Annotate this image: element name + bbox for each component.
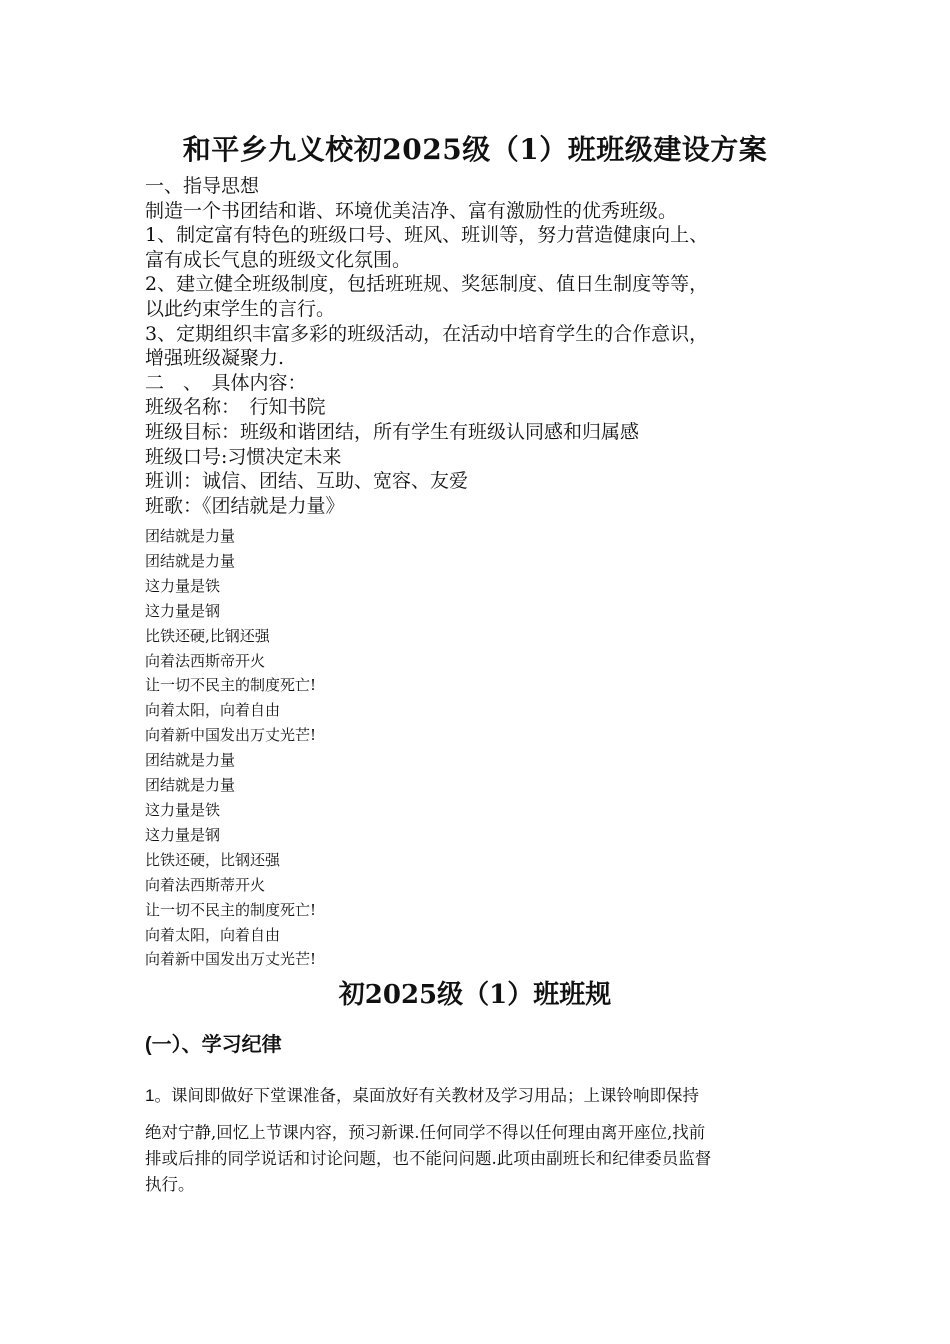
body-line: 一、指导思想 (145, 175, 260, 197)
body-line: 1、制定富有特色的班级口号、班风、班训等，努力营造健康向上、 (145, 224, 709, 247)
body-line: 增强班级凝聚力. (145, 347, 285, 370)
song-line: 向着新中国发出万丈光芒! (145, 726, 317, 745)
body-line: 3、定期组织丰富多彩的班级活动，在活动中培育学生的合作意识， (145, 322, 709, 345)
body-line: 以此约束学生的言行。 (145, 297, 336, 320)
song-line: 这力量是钢 (145, 601, 221, 620)
section-heading: (一）、学习纪律 (145, 1034, 282, 1056)
song-line: 让一切不民主的制度死亡! (145, 676, 317, 695)
class-song-lyrics (145, 524, 645, 972)
body-line: 班级名称： 行知书院 (145, 396, 326, 419)
song-line: 向着法西斯帝开火 (145, 651, 266, 670)
song-line: 向着太阳，向着自由 (145, 701, 281, 720)
song-line: 团结就是力量 (145, 751, 236, 770)
song-line: 这力量是铁 (145, 576, 221, 595)
song-line: 让一切不民主的制度死亡! (145, 900, 317, 919)
body-line: 2、建立健全班级制度，包括班班规、奖惩制度、值日生制度等等， (145, 273, 709, 296)
body-line: 二 、 具体内容： (145, 371, 307, 394)
rule-line: 绝对宁静,回忆上节课内容，预习新课.任何同学不得以任何理由离开座位,找前 (145, 1123, 706, 1142)
song-line: 向着太阳，向着自由 (145, 925, 281, 944)
rule-line: 执行。 (145, 1175, 195, 1194)
rule-text: 。课间即做好下堂课准备，桌面放好有关教材及学习用品；上课铃响即保持 (154, 1086, 699, 1105)
body-line: 富有成长气息的班级文化氛围。 (145, 248, 412, 271)
rule-first-line (145, 1083, 815, 1109)
plan-body (145, 174, 805, 518)
song-line: 比铁还硬，比钢还强 (145, 850, 281, 869)
body-line: 班训：诚信、团结、互助、宽容、友爱 (145, 470, 469, 493)
document-title: 和平乡九义校初2025级（1）班班级建设方案 (182, 133, 768, 166)
rule-line: 排或后排的同学说话和讨论问题，也不能问问题.此项由副班长和纪律委员监督 (145, 1149, 712, 1168)
body-line: 班歌：《团结就是力量》 (145, 494, 345, 517)
rule-paragraph (145, 1120, 815, 1198)
song-line: 团结就是力量 (145, 527, 236, 545)
body-line: 班级目标：班级和谐团结，所有学生有班级认同感和归属感 (145, 420, 640, 443)
song-line: 比铁还硬,比钢还强 (145, 626, 270, 645)
body-line: 班级口号:习惯决定未来 (145, 445, 342, 468)
song-line: 向着新中国发出万丈光芒! (145, 950, 317, 969)
song-line: 团结就是力量 (145, 776, 236, 795)
song-line: 向着法西斯蒂开火 (145, 875, 266, 894)
rule-number: 1 (145, 1086, 155, 1105)
body-line: 制造一个书团结和谐、环境优美洁净、富有激励性的优秀班级。 (145, 199, 678, 222)
song-line: 这力量是钢 (145, 825, 221, 844)
class-rules-title: 初2025级（1）班班规 (338, 980, 612, 1010)
song-line: 团结就是力量 (145, 551, 236, 570)
song-line: 这力量是铁 (145, 800, 221, 819)
